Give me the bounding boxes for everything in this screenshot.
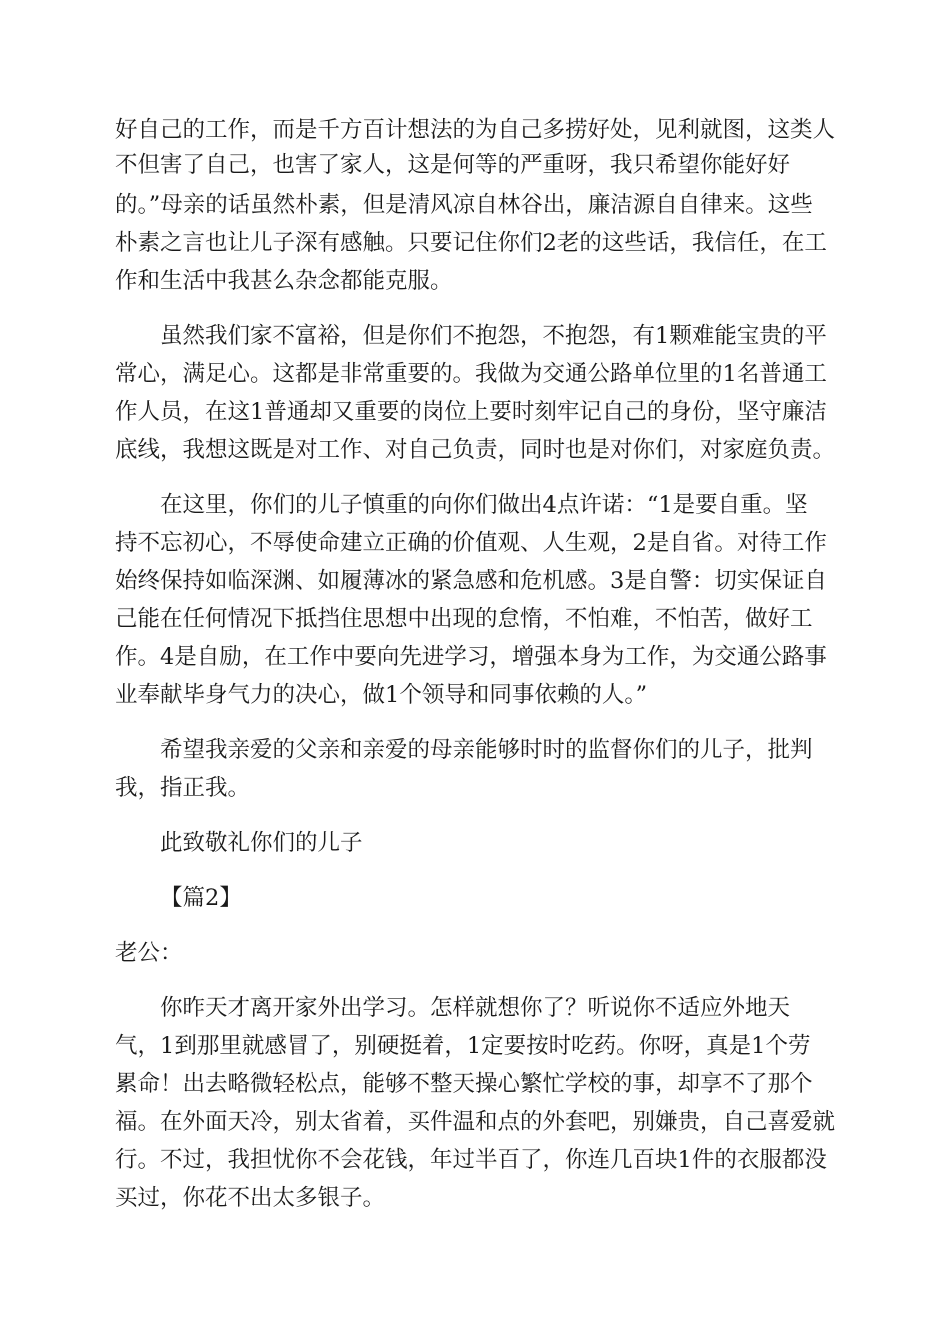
text-line: 买过，你花不出太多银子。 [115, 1185, 386, 1211]
text-line: 底线，我想这既是对工作、对自己负责，同时也是对你们，对家庭负责。 [115, 437, 836, 463]
text-line: 己能在任何情况下抵挡住思想中出现的怠惰，不怕难，不怕苦，做好工 [115, 606, 813, 632]
text-line: 作人员，在这1普通却又重要的岗位上要时刻牢记自己的身份，坚守廉洁 [115, 399, 827, 425]
text-line: 不但害了自己，也害了家人，这是何等的严重呀，我只希望你能好好 [115, 152, 791, 178]
text-line: 虽然我们家不富裕，但是你们不抱怨，不抱怨，有1颗难能宝贵的平 [160, 323, 827, 349]
text-line: 朴素之言也让儿子深有感触。只要记住你们2老的这些话，我信任，在工 [115, 230, 827, 256]
salutation: 老公： [115, 940, 183, 966]
text-line: 在这里，你们的儿子慎重的向你们做出4点许诺：“1是要自重。坚 [160, 492, 808, 518]
text-line: 我，指正我。 [115, 775, 251, 801]
text-line: 常心，满足心。这都是非常重要的。我做为交通公路单位里的1名普通工 [115, 361, 827, 387]
text-line: 作。4是自励，在工作中要向先进学习，增强本身为工作，为交通公路事 [115, 644, 827, 670]
closing-line: 此致敬礼你们的儿子 [160, 830, 363, 856]
text-line: 始终保持如临深渊、如履薄冰的紧急感和危机感。3是自警：切实保证自 [115, 568, 827, 594]
text-line: 持不忘初心，不辱使命建立正确的价值观、人生观，2是自省。对待工作 [115, 530, 827, 556]
text-line: 行。不过，我担忧你不会花钱，年过半百了，你连几百块1件的衣服都没 [115, 1147, 827, 1173]
text-line: 的。”母亲的话虽然朴素，但是清风凉自林谷出，廉洁源自自律来。这些 [115, 192, 813, 218]
text-line: 累命！出去略微轻松点，能够不整天操心繁忙学校的事，却享不了那个 [115, 1071, 813, 1097]
text-line: 希望我亲爱的父亲和亲爱的母亲能够时时的监督你们的儿子，批判 [160, 737, 813, 763]
text-line: 作和生活中我甚么杂念都能克服。 [115, 268, 453, 294]
text-line: 福。在外面天冷，别太省着，买件温和点的外套吧，别嫌贵，自己喜爱就 [115, 1109, 836, 1135]
text-line: 气，1到那里就感冒了，别硬挺着，1定要按时吃药。你呀，真是1个劳 [115, 1033, 811, 1059]
text-line: 好自己的工作，而是千方百计想法的为自己多捞好处，见利就图，这类人 [115, 117, 836, 143]
section-heading: 【篇2】 [160, 885, 242, 911]
text-line: 你昨天才离开家外出学习。怎样就想你了？听说你不适应外地天 [160, 995, 791, 1021]
text-line: 业奉献毕身气力的决心，做1个领导和同事依赖的人。” [115, 682, 648, 708]
